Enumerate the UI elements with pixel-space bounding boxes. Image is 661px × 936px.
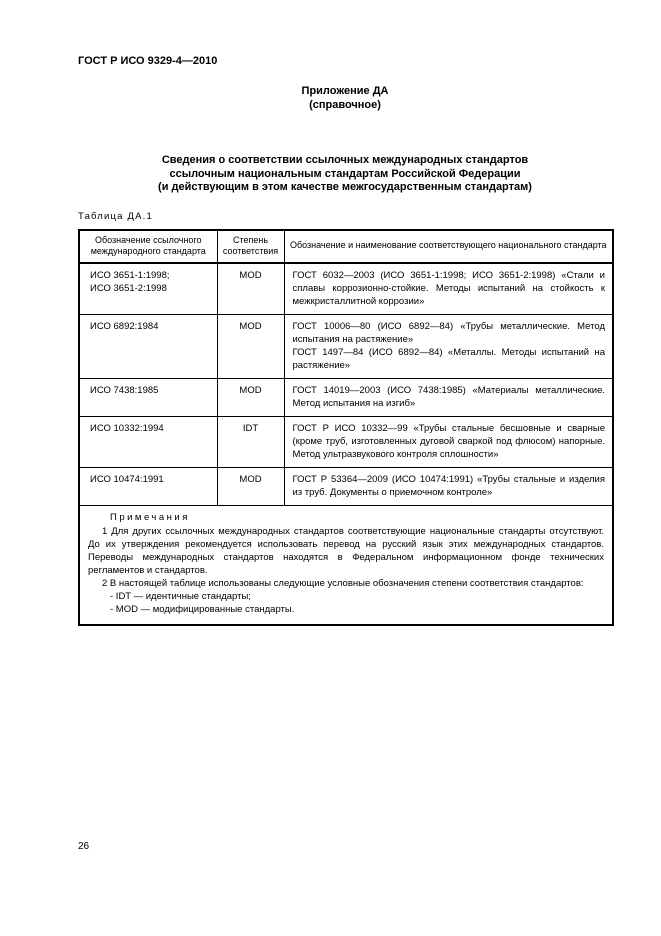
cell-degree: IDT (217, 416, 284, 467)
column-header-national-standard: Обозначение и наименование соответствующего национального стандарта (284, 230, 613, 263)
note-item-mod: - MOD — модифицированные стандарты. (110, 603, 295, 615)
column-header-degree: Степень соответствия (217, 230, 284, 263)
table-label: Таблица ДА.1 (78, 210, 153, 222)
note-item-idt: - IDT — идентичные стандарты; (110, 590, 251, 602)
cell-national-standard: ГОСТ 6032—2003 (ИСО 3651-1:1998; ИСО 3651-2:1998) «Стали и сплавы коррозионно-стойкие. Методы испытаний на стойкость к межкристаллитной коррозии» (284, 263, 613, 315)
title-line-1: Сведения о соответствии ссылочных международных стандартов (161, 154, 529, 166)
cell-degree: MOD (217, 467, 284, 505)
cell-degree: MOD (217, 378, 284, 416)
appendix-kind: (справочное) (309, 98, 381, 111)
cell-national-standard: ГОСТ Р 53364—2009 (ИСО 10474:1991) «Трубы стальные и изделия из труб. Документы о приемочном контроле» (284, 467, 613, 505)
document-header: ГОСТ Р ИСО 9329-4—2010 (78, 55, 218, 67)
table-header-row (79, 230, 613, 263)
cell-international-standard: ИСО 10474:1991 (79, 467, 217, 505)
cell-national-standard: ГОСТ Р ИСО 10332—99 «Трубы стальные бесшовные и сварные (кроме труб, изготовленных дуговой сваркой под флюсом) напорные. Метод ультразвукового контроля сплошности» (284, 416, 613, 467)
table-row (79, 263, 613, 315)
cell-international-standard: ИСО 3651-1:1998; ИСО 3651-2:1998 (79, 263, 217, 315)
standards-correspondence-table (78, 229, 614, 626)
column-header-international-standard: Обозначение ссылочного международного стандарта (79, 230, 217, 263)
table-row (79, 467, 613, 505)
appendix-label: Приложение ДА (301, 85, 389, 97)
table-row (79, 314, 613, 378)
cell-international-standard: ИСО 10332:1994 (79, 416, 217, 467)
cell-national-standard: ГОСТ 10006—80 (ИСО 6892—84) «Трубы металлические. Метод испытания на растяжение» ГОСТ 1497—84 (ИСО 6892—84) «Металлы. Методы испытаний на растяжение» (284, 314, 613, 378)
page-title (78, 154, 612, 195)
table-row (79, 416, 613, 467)
page-number: 26 (78, 841, 90, 852)
cell-international-standard: ИСО 7438:1985 (79, 378, 217, 416)
title-line-2: ссылочным национальным стандартам Российской Федерации (169, 167, 521, 180)
cell-international-standard: ИСО 6892:1984 (79, 314, 217, 378)
notes-cell (79, 505, 613, 625)
appendix-block (78, 85, 612, 112)
note-2: 2 В настоящей таблице использованы следующие условные обозначения степени соответствия стандартов: (102, 577, 584, 589)
cell-degree: MOD (217, 263, 284, 315)
note-1: 1 Для других ссылочных международных стандартов соответствующие национальные стандарты отсутствуют. До их утверждения рекомендуется использовать перевод на русский язык этих международных стандартов. Переводы международных стандартов находятся в Федеральном информационном фонде технических регламентов и стандартов. (88, 525, 604, 576)
notes-row (79, 505, 613, 625)
cell-national-standard: ГОСТ 14019—2003 (ИСО 7438:1985) «Материалы металлические. Метод испытания на изгиб» (284, 378, 613, 416)
notes-heading: Примечания (110, 511, 190, 523)
title-line-3: (и действующим в этом качестве межгосударственным стандартам) (158, 181, 532, 193)
table-row (79, 378, 613, 416)
cell-degree: MOD (217, 314, 284, 378)
